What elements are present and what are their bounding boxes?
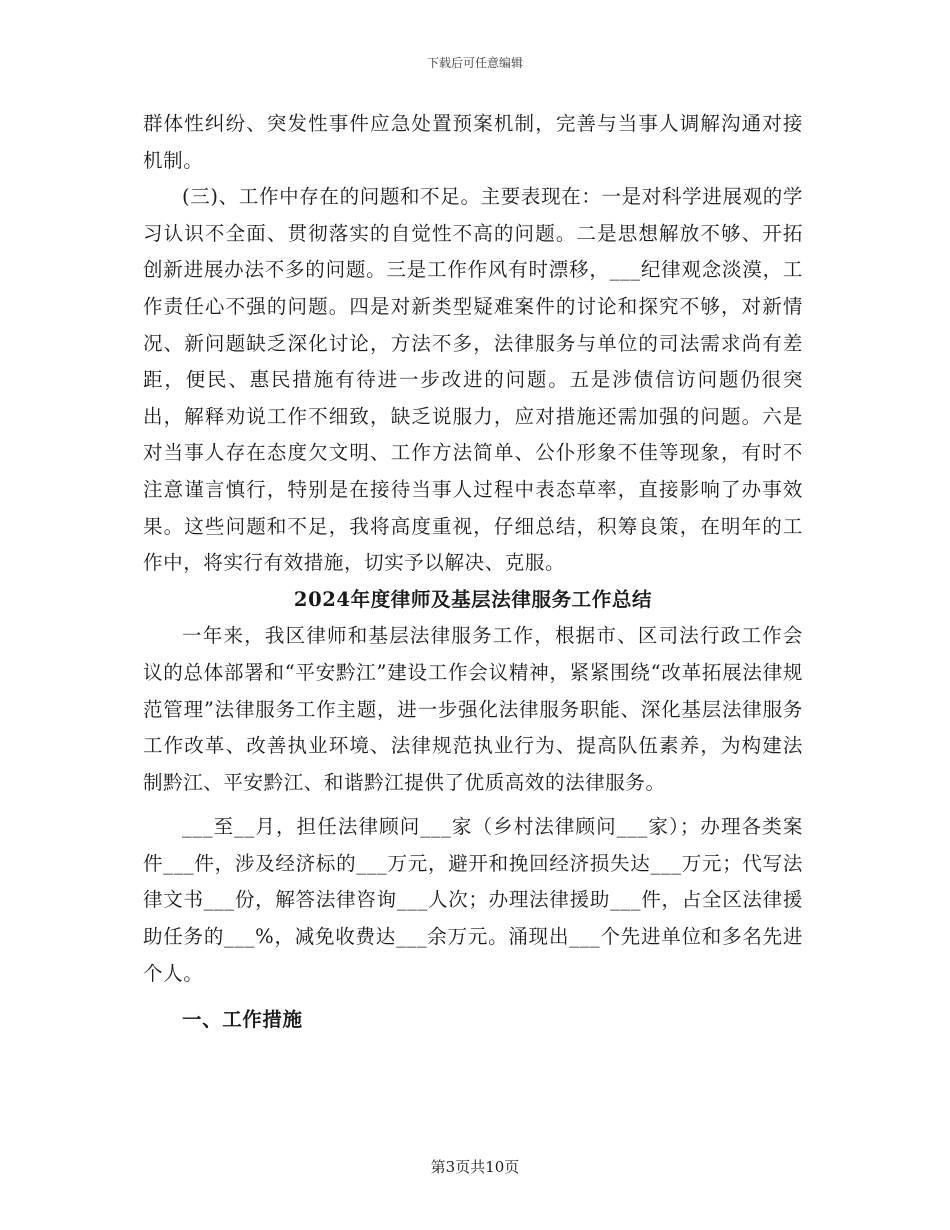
section-heading-work-measures: 一、工作措施 bbox=[182, 1008, 303, 1032]
document-title: 2024年度律师及基层法律服务工作总结 bbox=[293, 587, 653, 611]
page-footer-number: 第3页共10页 bbox=[430, 1158, 520, 1176]
paragraph-overview: 一年来，我区律师和基层法律服务工作，根据市、区司法行政工作会议的总体部署和“平安黔江”建设工作会议精神，紧紧围绕“改革拓展法律规范管理”法律服务工作主题，进一步强化法律服务职能、深化基层法律服务工作改革、改善执业环境、法律规范执业行为、提高队伍素养，为构建法制黔江、平安黔江、和谐黔江提供了优质高效的法律服务。 bbox=[143, 624, 803, 794]
paragraph-problems: (三)、工作中存在的问题和不足。主要表现在：一是对科学进展观的学习认识不全面、贯彻落实的自觉性不高的问题。二是思想解放不够、开拓创新进展办法不多的问题。三是工作作风有时漂移，___纪律观念淡漠，工作责任心不强的问题。四是对新类型疑难案件的讨论和探究不够，对新情况、新问题缺乏深化讨论，方法不多，法律服务与单位的司法需求尚有差距，便民、惠民措施有待进一步改进的问题。五是涉债信访问题仍很突出，解释劝说工作不细致，缺乏说服力，应对措施还需加强的问题。六是对当事人存在态度欠文明、工作方法简单、公仆形象不佳等现象，有时不注意谨言慎行，特别是在接待当事人过程中表态草率，直接影响了办事效果。这些问题和不足，我将高度重视，仔细总结，积筹良策，在明年的工作中，将实行有效措施，切实予以解决、克服。 bbox=[143, 185, 803, 575]
paragraph-continuation: 群体性纠纷、突发性事件应急处置预案机制，完善与当事人调解沟通对接机制。 bbox=[143, 112, 803, 172]
document-body bbox=[143, 106, 803, 1039]
page-header-note: 下载后可任意编辑 bbox=[426, 56, 523, 70]
paragraph-statistics: ___至__月，担任法律顾问___家（乡村法律顾问___家）；办理各类案件___件，涉及经济标的___万元，避开和挽回经济损失达___万元；代写法律文书___份，解答法律咨询___人次；办理法律援助___件，占全区法律援助任务的___%，减免收费达___余万元。涌现出___个先进单位和多名先进个人。 bbox=[143, 815, 803, 985]
